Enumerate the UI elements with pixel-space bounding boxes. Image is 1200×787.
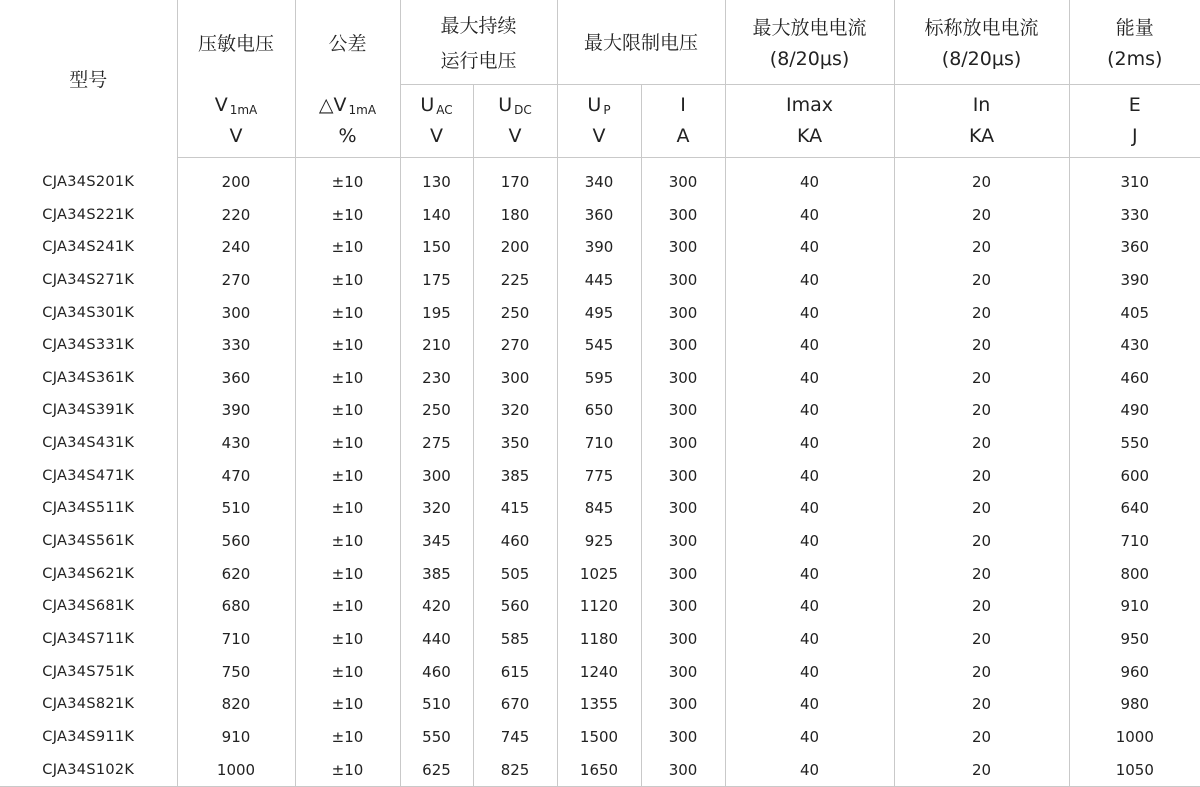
cell-energy: 460	[1069, 362, 1200, 395]
cell-udc: 385	[473, 459, 557, 492]
cell-model: CJA34S102K	[0, 753, 177, 786]
cell-in: 20	[894, 623, 1069, 656]
cell-i: 300	[641, 753, 725, 786]
cell-uac: 550	[400, 721, 473, 754]
cell-i: 300	[641, 688, 725, 721]
cell-in: 20	[894, 362, 1069, 395]
cell-model: CJA34S431K	[42, 435, 135, 452]
cell-model: CJA34S511K	[42, 500, 135, 517]
cell-tolerance: ±10	[295, 362, 400, 395]
cell-energy: 600	[1069, 459, 1200, 492]
cell-varistor-voltage: 390	[177, 394, 295, 427]
cell-model: CJA34S561K	[42, 533, 135, 550]
header-max-clamping-voltage: 最大限制电压	[557, 0, 725, 84]
cell-i: 300	[641, 264, 725, 297]
cell-model: CJA34S751K	[42, 663, 135, 680]
cell-uac: 230	[400, 362, 473, 395]
cell-model: CJA34S711K	[42, 630, 135, 647]
cell-tolerance: ±10	[295, 394, 400, 427]
cell-in: 20	[894, 590, 1069, 623]
symbol-up: U $_P$	[557, 84, 641, 120]
cell-model: CJA34S361K	[42, 369, 135, 386]
cell-tolerance: ±10	[295, 264, 400, 297]
cell-imax: 40	[725, 557, 894, 590]
table-row	[0, 525, 1200, 558]
table-row	[0, 459, 1200, 492]
cell-up: 710	[557, 427, 641, 460]
header-max-discharge-current-line2: (8/20μs)	[769, 48, 850, 71]
table-row	[0, 198, 1200, 231]
cell-varistor-voltage: 360	[177, 362, 295, 395]
cell-uac: 175	[400, 264, 473, 297]
table-row	[0, 362, 1200, 395]
cell-up: 360	[557, 198, 641, 231]
cell-varistor-voltage: 470	[177, 459, 295, 492]
table-body	[0, 157, 1200, 787]
cell-uac: 130	[400, 157, 473, 198]
table-row	[0, 427, 1200, 460]
symbol-imax: Imax	[725, 84, 894, 120]
cell-energy: 950	[1069, 623, 1200, 656]
cell-i: 300	[641, 655, 725, 688]
cell-up: 545	[557, 329, 641, 362]
cell-varistor-voltage: 620	[177, 557, 295, 590]
unit-varistor-voltage: V	[177, 120, 295, 157]
cell-i: 300	[641, 427, 725, 460]
table-row	[0, 557, 1200, 590]
cell-i: 300	[641, 296, 725, 329]
cell-up: 775	[557, 459, 641, 492]
cell-up: 340	[557, 157, 641, 198]
cell-varistor-voltage: 200	[177, 157, 295, 198]
cell-energy: 980	[1069, 688, 1200, 721]
cell-imax: 40	[725, 198, 894, 231]
cell-imax: 40	[725, 655, 894, 688]
cell-i: 300	[641, 362, 725, 395]
cell-up: 495	[557, 296, 641, 329]
cell-uac: 300	[400, 459, 473, 492]
cell-i: 300	[641, 623, 725, 656]
header-nominal-discharge-current	[894, 0, 1069, 84]
cell-model: CJA34S681K	[42, 598, 135, 615]
cell-varistor-voltage: 560	[177, 525, 295, 558]
header-max-continuous-voltage	[400, 0, 557, 84]
cell-udc: 180	[473, 198, 557, 231]
cell-imax: 40	[725, 688, 894, 721]
cell-uac: 150	[400, 231, 473, 264]
cell-uac: 625	[400, 753, 473, 786]
cell-in: 20	[894, 427, 1069, 460]
cell-in: 20	[894, 459, 1069, 492]
cell-varistor-voltage: 680	[177, 590, 295, 623]
cell-in: 20	[894, 753, 1069, 786]
cell-imax: 40	[725, 525, 894, 558]
cell-varistor-voltage: 710	[177, 623, 295, 656]
cell-energy: 960	[1069, 655, 1200, 688]
cell-varistor-voltage: 820	[177, 688, 295, 721]
cell-up: 1240	[557, 655, 641, 688]
cell-model: CJA34S331K	[42, 337, 135, 354]
cell-udc: 670	[473, 688, 557, 721]
cell-energy: 360	[1069, 231, 1200, 264]
cell-up: 1500	[557, 721, 641, 754]
cell-udc: 250	[473, 296, 557, 329]
cell-varistor-voltage: 510	[177, 492, 295, 525]
cell-energy: 800	[1069, 557, 1200, 590]
header-energy-line1: 能量	[1115, 17, 1154, 40]
cell-imax: 40	[725, 459, 894, 492]
unit-uac: V	[400, 120, 473, 157]
header-energy	[1069, 0, 1200, 84]
table-row	[0, 655, 1200, 688]
unit-i: A	[641, 120, 725, 157]
cell-energy: 1050	[1069, 753, 1200, 786]
cell-in: 20	[894, 198, 1069, 231]
cell-tolerance: ±10	[295, 329, 400, 362]
cell-tolerance: ±10	[295, 525, 400, 558]
cell-uac: 275	[400, 427, 473, 460]
cell-up: 1120	[557, 590, 641, 623]
cell-imax: 40	[725, 623, 894, 656]
header-model: 型号	[69, 69, 108, 91]
cell-uac: 210	[400, 329, 473, 362]
table-row	[0, 329, 1200, 362]
table-row	[0, 231, 1200, 264]
cell-in: 20	[894, 329, 1069, 362]
table-row	[0, 721, 1200, 754]
cell-tolerance: ±10	[295, 427, 400, 460]
cell-in: 20	[894, 296, 1069, 329]
cell-up: 390	[557, 231, 641, 264]
cell-udc: 505	[473, 557, 557, 590]
cell-energy: 430	[1069, 329, 1200, 362]
cell-up: 1180	[557, 623, 641, 656]
cell-i: 300	[641, 557, 725, 590]
cell-up: 650	[557, 394, 641, 427]
table-row	[0, 157, 1200, 198]
cell-in: 20	[894, 655, 1069, 688]
cell-varistor-voltage: 300	[177, 296, 295, 329]
cell-imax: 40	[725, 231, 894, 264]
header-nominal-discharge-current-line1: 标称放电电流	[924, 17, 1039, 40]
cell-uac: 250	[400, 394, 473, 427]
cell-i: 300	[641, 231, 725, 264]
cell-tolerance: ±10	[295, 231, 400, 264]
cell-varistor-voltage: 1000	[177, 753, 295, 786]
cell-tolerance: ±10	[295, 590, 400, 623]
cell-model: CJA34S391K	[42, 402, 135, 419]
cell-i: 300	[641, 525, 725, 558]
cell-model: CJA34S471K	[42, 467, 135, 484]
cell-tolerance: ±10	[295, 198, 400, 231]
unit-tolerance: %	[295, 120, 400, 157]
cell-udc: 350	[473, 427, 557, 460]
cell-up: 925	[557, 525, 641, 558]
cell-i: 300	[641, 157, 725, 198]
cell-uac: 195	[400, 296, 473, 329]
cell-imax: 40	[725, 329, 894, 362]
table-row	[0, 623, 1200, 656]
cell-imax: 40	[725, 362, 894, 395]
cell-energy: 1000	[1069, 721, 1200, 754]
cell-energy: 550	[1069, 427, 1200, 460]
cell-in: 20	[894, 231, 1069, 264]
cell-i: 300	[641, 492, 725, 525]
cell-tolerance: ±10	[295, 459, 400, 492]
cell-uac: 320	[400, 492, 473, 525]
cell-i: 300	[641, 394, 725, 427]
unit-in: KA	[894, 120, 1069, 157]
header-max-continuous-voltage-line2: 运行电压	[440, 49, 517, 72]
cell-udc: 170	[473, 157, 557, 198]
cell-in: 20	[894, 525, 1069, 558]
cell-imax: 40	[725, 721, 894, 754]
table-row	[0, 688, 1200, 721]
cell-varistor-voltage: 750	[177, 655, 295, 688]
unit-imax: KA	[725, 120, 894, 157]
cell-tolerance: ±10	[295, 557, 400, 590]
cell-tolerance: ±10	[295, 623, 400, 656]
cell-model: CJA34S201K	[42, 173, 135, 190]
symbol-uac: U $_{AC}$	[400, 84, 473, 120]
cell-uac: 460	[400, 655, 473, 688]
cell-up: 445	[557, 264, 641, 297]
cell-up: 1650	[557, 753, 641, 786]
unit-udc: V	[473, 120, 557, 157]
symbol-e: E	[1069, 84, 1200, 120]
cell-in: 20	[894, 557, 1069, 590]
cell-in: 20	[894, 721, 1069, 754]
cell-energy: 490	[1069, 394, 1200, 427]
cell-udc: 615	[473, 655, 557, 688]
table-row	[0, 753, 1200, 786]
cell-model: CJA34S271K	[42, 271, 135, 288]
cell-varistor-voltage: 240	[177, 231, 295, 264]
table-row	[0, 394, 1200, 427]
cell-udc: 825	[473, 753, 557, 786]
cell-up: 845	[557, 492, 641, 525]
cell-i: 300	[641, 198, 725, 231]
table-row	[0, 492, 1200, 525]
symbol-udc: U $_{DC}$	[473, 84, 557, 120]
cell-tolerance: ±10	[295, 296, 400, 329]
cell-varistor-voltage: 910	[177, 721, 295, 754]
cell-up: 1355	[557, 688, 641, 721]
cell-energy: 910	[1069, 590, 1200, 623]
cell-udc: 585	[473, 623, 557, 656]
cell-tolerance: ±10	[295, 753, 400, 786]
cell-tolerance: ±10	[295, 688, 400, 721]
cell-uac: 440	[400, 623, 473, 656]
cell-energy: 330	[1069, 198, 1200, 231]
cell-imax: 40	[725, 157, 894, 198]
symbol-v1ma: V $_{1mA}$	[177, 84, 295, 120]
cell-energy: 310	[1069, 157, 1200, 198]
cell-udc: 320	[473, 394, 557, 427]
cell-up: 595	[557, 362, 641, 395]
cell-model: CJA34S221K	[42, 206, 135, 223]
cell-imax: 40	[725, 427, 894, 460]
header-varistor-voltage: 压敏电压	[177, 0, 295, 84]
cell-udc: 225	[473, 264, 557, 297]
cell-uac: 140	[400, 198, 473, 231]
cell-imax: 40	[725, 590, 894, 623]
header-energy-line2: (2ms)	[1107, 48, 1163, 71]
cell-varistor-voltage: 220	[177, 198, 295, 231]
header-max-discharge-current-line1: 最大放电电流	[752, 17, 867, 40]
table-row	[0, 264, 1200, 297]
cell-model: CJA34S301K	[42, 304, 135, 321]
cell-in: 20	[894, 157, 1069, 198]
cell-varistor-voltage: 330	[177, 329, 295, 362]
cell-udc: 745	[473, 721, 557, 754]
cell-imax: 40	[725, 753, 894, 786]
cell-udc: 270	[473, 329, 557, 362]
cell-tolerance: ±10	[295, 492, 400, 525]
cell-i: 300	[641, 329, 725, 362]
cell-model: CJA34S911K	[42, 728, 135, 745]
cell-in: 20	[894, 394, 1069, 427]
cell-up: 1025	[557, 557, 641, 590]
cell-tolerance: ±10	[295, 721, 400, 754]
cell-model: CJA34S621K	[42, 565, 135, 582]
header-tolerance: 公差	[295, 0, 400, 84]
cell-energy: 640	[1069, 492, 1200, 525]
table-row	[0, 296, 1200, 329]
cell-udc: 300	[473, 362, 557, 395]
cell-energy: 390	[1069, 264, 1200, 297]
cell-energy: 405	[1069, 296, 1200, 329]
cell-imax: 40	[725, 296, 894, 329]
cell-in: 20	[894, 688, 1069, 721]
unit-energy: J	[1069, 120, 1200, 157]
header-max-continuous-voltage-line1: 最大持续	[440, 14, 517, 37]
cell-uac: 385	[400, 557, 473, 590]
cell-model: CJA34S821K	[42, 696, 135, 713]
header-nominal-discharge-current-line2: (8/20μs)	[941, 48, 1022, 71]
unit-up: V	[557, 120, 641, 157]
cell-imax: 40	[725, 394, 894, 427]
header-max-discharge-current	[725, 0, 894, 84]
cell-udc: 460	[473, 525, 557, 558]
table-row	[0, 590, 1200, 623]
cell-udc: 200	[473, 231, 557, 264]
symbol-in: In	[894, 84, 1069, 120]
cell-varistor-voltage: 430	[177, 427, 295, 460]
cell-imax: 40	[725, 264, 894, 297]
cell-tolerance: ±10	[295, 655, 400, 688]
cell-in: 20	[894, 492, 1069, 525]
cell-udc: 415	[473, 492, 557, 525]
cell-udc: 560	[473, 590, 557, 623]
cell-i: 300	[641, 721, 725, 754]
cell-in: 20	[894, 264, 1069, 297]
cell-imax: 40	[725, 492, 894, 525]
cell-i: 300	[641, 459, 725, 492]
cell-model: CJA34S241K	[42, 239, 135, 256]
cell-uac: 510	[400, 688, 473, 721]
cell-tolerance: ±10	[295, 157, 400, 198]
cell-energy: 710	[1069, 525, 1200, 558]
symbol-delta-v1ma: △V $_{1mA}$	[295, 84, 400, 120]
cell-uac: 420	[400, 590, 473, 623]
symbol-i: I	[641, 84, 725, 120]
cell-varistor-voltage: 270	[177, 264, 295, 297]
cell-uac: 345	[400, 525, 473, 558]
cell-i: 300	[641, 590, 725, 623]
